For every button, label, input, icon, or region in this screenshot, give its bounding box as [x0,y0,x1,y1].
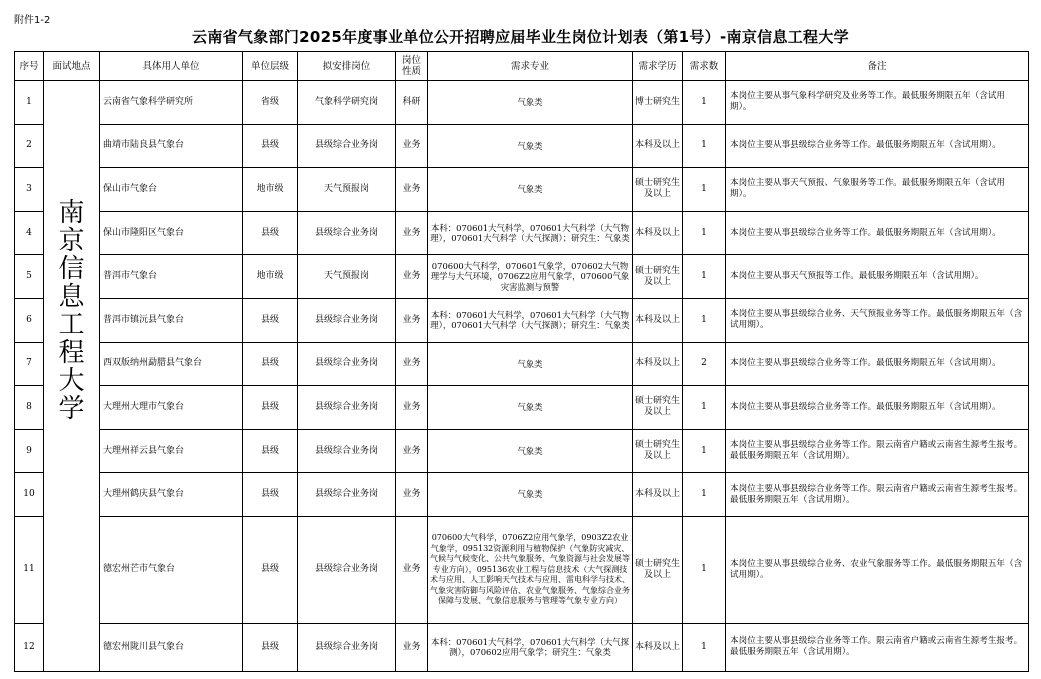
cell-major: 本科：070601大气科学，070601大气科学（大气物理），070601大气科学（大气探测）；研究生：气象类 [428,211,633,255]
cell-seq: 1 [15,81,44,125]
venue-cell [44,81,100,672]
cell-seq: 10 [15,473,44,517]
cell-note: 本岗位主要从事县级综合业务等工作。限云南省户籍或云南省生源考生报考。最低服务期限五年（含试用期）。 [726,429,1029,473]
table-row [15,298,1029,342]
table-row [15,429,1029,473]
cell-nature: 业务 [396,386,428,430]
document-title: 云南省气象部门2025年度事业单位公开招聘应届毕业生岗位计划表（第1号）-南京信息工程大学 [192,28,849,46]
cell-unit: 大理州大理市气象台 [100,386,243,430]
cell-unit: 德宏州芒市气象台 [100,516,243,623]
recruitment-table [14,51,1029,672]
cell-count: 1 [683,386,726,430]
cell-level: 地市级 [243,255,298,299]
header-nature: 岗位性质 [396,52,428,81]
cell-position: 县级综合业务岗 [298,124,396,168]
table-row [15,473,1029,517]
cell-degree: 硕士研究生及以上 [633,386,683,430]
cell-major: 气象类 [428,429,633,473]
cell-degree: 硕士研究生及以上 [633,429,683,473]
cell-seq: 3 [15,168,44,212]
cell-count: 1 [683,516,726,623]
header-unit: 具体用人单位 [100,52,243,81]
cell-major: 气象类 [428,168,633,212]
cell-count: 1 [683,298,726,342]
cell-count: 2 [683,342,726,386]
cell-seq: 4 [15,211,44,255]
cell-seq: 9 [15,429,44,473]
cell-major: 气象类 [428,124,633,168]
cell-degree: 本科及以上 [633,623,683,671]
cell-major: 本科：070601大气科学，070601大气科学（大气探测），070602应用气象学；研究生：气象类 [428,623,633,671]
cell-position: 县级综合业务岗 [298,516,396,623]
cell-nature: 业务 [396,124,428,168]
cell-level: 地市级 [243,168,298,212]
cell-count: 1 [683,168,726,212]
cell-degree: 本科及以上 [633,211,683,255]
cell-unit: 曲靖市陆良县气象台 [100,124,243,168]
cell-seq: 7 [15,342,44,386]
cell-note: 本岗位主要从事县级综合业务等工作。最低服务期限五年（含试用期）。 [726,386,1029,430]
table-row [15,623,1029,671]
header-level: 单位层级 [243,52,298,81]
cell-unit: 德宏州陇川县气象台 [100,623,243,671]
cell-seq: 8 [15,386,44,430]
header-count: 需求数 [683,52,726,81]
cell-degree: 硕士研究生及以上 [633,255,683,299]
attachment-label: 附件1-2 [14,15,51,26]
cell-position: 县级综合业务岗 [298,211,396,255]
cell-nature: 业务 [396,429,428,473]
cell-unit: 大理州祥云县气象台 [100,429,243,473]
table-row [15,211,1029,255]
cell-note: 本岗位主要从事天气预报等工作。最低服务期限五年（含试用期）。 [726,255,1029,299]
cell-seq: 6 [15,298,44,342]
cell-seq: 2 [15,124,44,168]
cell-degree: 博士研究生 [633,81,683,125]
cell-level: 县级 [243,298,298,342]
cell-note: 本岗位主要从事县级综合业务等工作。最低服务期限五年（含试用期）。 [726,211,1029,255]
cell-level: 县级 [243,623,298,671]
header-row [15,52,1029,81]
cell-unit: 云南省气象科学研究所 [100,81,243,125]
table-row [15,81,1029,125]
cell-position: 气象科学研究岗 [298,81,396,125]
cell-major: 气象类 [428,342,633,386]
cell-count: 1 [683,429,726,473]
cell-degree: 硕士研究生及以上 [633,168,683,212]
cell-degree: 本科及以上 [633,124,683,168]
cell-position: 县级综合业务岗 [298,386,396,430]
cell-nature: 业务 [396,342,428,386]
cell-note: 本岗位主要从事县级综合业务、农业气象服务等工作。最低服务期限五年（含试用期）。 [726,516,1029,623]
cell-level: 县级 [243,516,298,623]
cell-position: 县级综合业务岗 [298,473,396,517]
cell-degree: 本科及以上 [633,298,683,342]
cell-note: 本岗位主要从事县级综合业务等工作。限云南省户籍或云南省生源考生报考。最低服务期限五年（含试用期）。 [726,473,1029,517]
header-seq: 序号 [15,52,44,81]
cell-note: 本岗位主要从事县级综合业务等工作。最低服务期限五年（含试用期）。 [726,342,1029,386]
cell-unit: 保山市气象台 [100,168,243,212]
cell-unit: 普洱市镇沅县气象台 [100,298,243,342]
cell-count: 1 [683,211,726,255]
cell-position: 天气预报岗 [298,168,396,212]
cell-unit: 西双版纳州勐腊县气象台 [100,342,243,386]
cell-level: 县级 [243,342,298,386]
cell-major: 气象类 [428,473,633,517]
table-row [15,124,1029,168]
cell-major: 气象类 [428,386,633,430]
cell-major: 气象类 [428,81,633,125]
table-row [15,386,1029,430]
cell-level: 县级 [243,473,298,517]
cell-nature: 业务 [396,168,428,212]
cell-note: 本岗位主要从事县级综合业务等工作。限云南省户籍或云南省生源考生报考。最低服务期限五年（含试用期）。 [726,623,1029,671]
table-row [15,168,1029,212]
cell-nature: 业务 [396,211,428,255]
table-row [15,342,1029,386]
cell-level: 县级 [243,386,298,430]
cell-nature: 业务 [396,255,428,299]
cell-note: 本岗位主要从事天气预报、气象服务等工作。最低服务期限五年（含试用期）。 [726,168,1029,212]
table-row [15,516,1029,623]
cell-major: 070600大气科学，0706Z2应用气象学，0903Z2农业气象学，095132资源利用与植物保护（气象防灾减灾、气候与气候变化、公共气象服务、气象资源与社会发展等专业方向），095136农业工程与信息技术（大气探测技术与应用、人工影响天气技术与应用、雷电科学与技术、气象灾害防御与风险评估、农业气象服务、气象综合业务保障与发展、气象信息服务与管理等气象专业方向） [428,516,633,623]
cell-degree: 本科及以上 [633,473,683,517]
header-degree: 需求学历 [633,52,683,81]
cell-nature: 业务 [396,623,428,671]
cell-major: 070600大气科学，070601气象学，070602大气物理学与大气环境，0706Z2应用气象学，070600气象灾害监测与预警 [428,255,633,299]
cell-count: 1 [683,255,726,299]
cell-level: 省级 [243,81,298,125]
cell-unit: 大理州鹤庆县气象台 [100,473,243,517]
cell-level: 县级 [243,429,298,473]
header-position: 拟安排岗位 [298,52,396,81]
cell-count: 1 [683,473,726,517]
cell-position: 县级综合业务岗 [298,623,396,671]
cell-position: 县级综合业务岗 [298,298,396,342]
cell-count: 1 [683,81,726,125]
cell-count: 1 [683,124,726,168]
cell-count: 1 [683,623,726,671]
cell-unit: 保山市隆阳区气象台 [100,211,243,255]
cell-nature: 业务 [396,298,428,342]
cell-seq: 12 [15,623,44,671]
header-major: 需求专业 [428,52,633,81]
cell-seq: 11 [15,516,44,623]
cell-degree: 本科及以上 [633,342,683,386]
cell-degree: 硕士研究生及以上 [633,516,683,623]
cell-major: 本科：070601大气科学，070601大气科学（大气物理），070601大气科学（大气探测）；研究生：气象类 [428,298,633,342]
cell-level: 县级 [243,211,298,255]
header-venue: 面试地点 [44,52,100,81]
cell-position: 天气预报岗 [298,255,396,299]
cell-nature: 科研 [396,81,428,125]
cell-unit: 普洱市气象台 [100,255,243,299]
cell-position: 县级综合业务岗 [298,342,396,386]
cell-position: 县级综合业务岗 [298,429,396,473]
cell-nature: 业务 [396,516,428,623]
cell-note: 本岗位主要从事县级综合业务、天气预报业务等工作。最低服务期限五年（含试用期）。 [726,298,1029,342]
cell-level: 县级 [243,124,298,168]
cell-nature: 业务 [396,473,428,517]
header-note: 备注 [726,52,1029,81]
venue-text: 南京信息工程大学 [58,197,85,424]
cell-note: 本岗位主要从事县级综合业务等工作。最低服务期限五年（含试用期）。 [726,124,1029,168]
table-row [15,255,1029,299]
cell-seq: 5 [15,255,44,299]
cell-note: 本岗位主要从事气象科学研究及业务等工作。最低服务期限五年（含试用期）。 [726,81,1029,125]
